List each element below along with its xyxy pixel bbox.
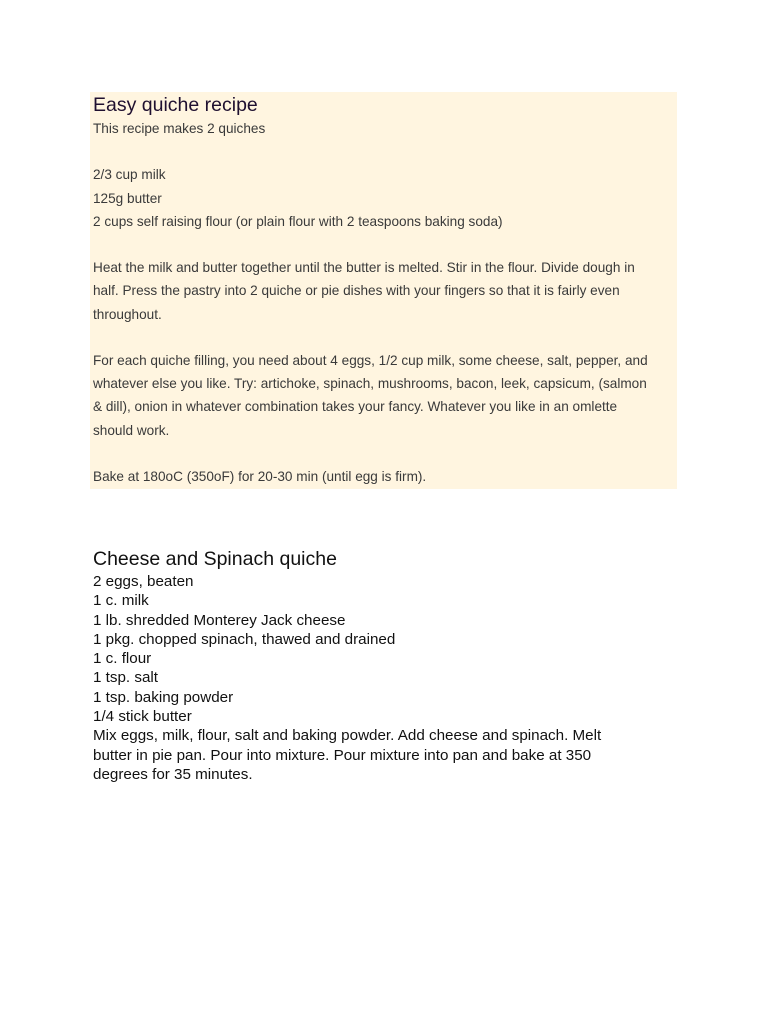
easy-quiche-recipe-box <box>90 92 677 489</box>
cheese-spinach-title: Cheese and Spinach quiche <box>93 548 337 570</box>
cheese-spinach-method-line: butter in pie pan. Pour into mixture. Pour mixture into pan and bake at 350 <box>93 746 592 764</box>
easy-quiche-intro: This recipe makes 2 quiches <box>93 121 266 136</box>
easy-quiche-ingredient: 2 cups self raising flour (or plain flour with 2 teaspoons baking soda) <box>93 213 503 229</box>
easy-quiche-bake-instruction: Bake at 180oC (350oF) for 20-30 min (until egg is firm). <box>93 468 427 484</box>
cheese-spinach-recipe <box>93 547 673 784</box>
cheese-spinach-method-line: degrees for 35 minutes. <box>93 765 253 783</box>
easy-quiche-title: Easy quiche recipe <box>93 94 258 116</box>
easy-quiche-ingredient: 125g butter <box>93 190 162 206</box>
cheese-spinach-ingredient: 1 lb. shredded Monterey Jack cheese <box>93 611 346 629</box>
easy-quiche-method-line: Heat the milk and butter together until the butter is melted. Stir in the flour. Divide dough in <box>93 260 635 276</box>
easy-quiche-filling-line: & dill), onion in whatever combination takes your fancy. Whatever you like in an omlette <box>93 399 618 415</box>
cheese-spinach-ingredient: 1 c. milk <box>93 592 149 610</box>
easy-quiche-filling-line: For each quiche filling, you need about 4 eggs, 1/2 cup milk, some cheese, salt, pepper, and <box>93 352 648 368</box>
cheese-spinach-ingredient: 2 eggs, beaten <box>93 573 194 590</box>
spacer <box>93 326 674 349</box>
cheese-spinach-ingredient: 1 tsp. baking powder <box>93 688 234 706</box>
easy-quiche-filling-line: should work. <box>93 422 170 438</box>
spacer <box>93 442 674 465</box>
easy-quiche-method-line: half. Press the pastry into 2 quiche or pie dishes with your fingers so that it is fairly even <box>93 283 620 299</box>
spacer <box>93 233 674 256</box>
cheese-spinach-ingredient: 1/4 stick butter <box>93 708 192 726</box>
cheese-spinach-ingredient: 1 pkg. chopped spinach, thawed and drained <box>93 630 396 648</box>
spacer <box>93 140 674 163</box>
easy-quiche-filling-line: whatever else you like. Try: artichoke, spinach, mushrooms, bacon, leek, capsicum, (salmon <box>93 376 647 392</box>
easy-quiche-method-line: throughout. <box>93 306 162 322</box>
cheese-spinach-ingredient: 1 tsp. salt <box>93 669 158 687</box>
cheese-spinach-ingredient: 1 c. flour <box>93 650 152 668</box>
cheese-spinach-method-line: Mix eggs, milk, flour, salt and baking powder. Add cheese and spinach. Melt <box>93 727 602 745</box>
easy-quiche-ingredient: 2/3 cup milk <box>93 167 166 183</box>
